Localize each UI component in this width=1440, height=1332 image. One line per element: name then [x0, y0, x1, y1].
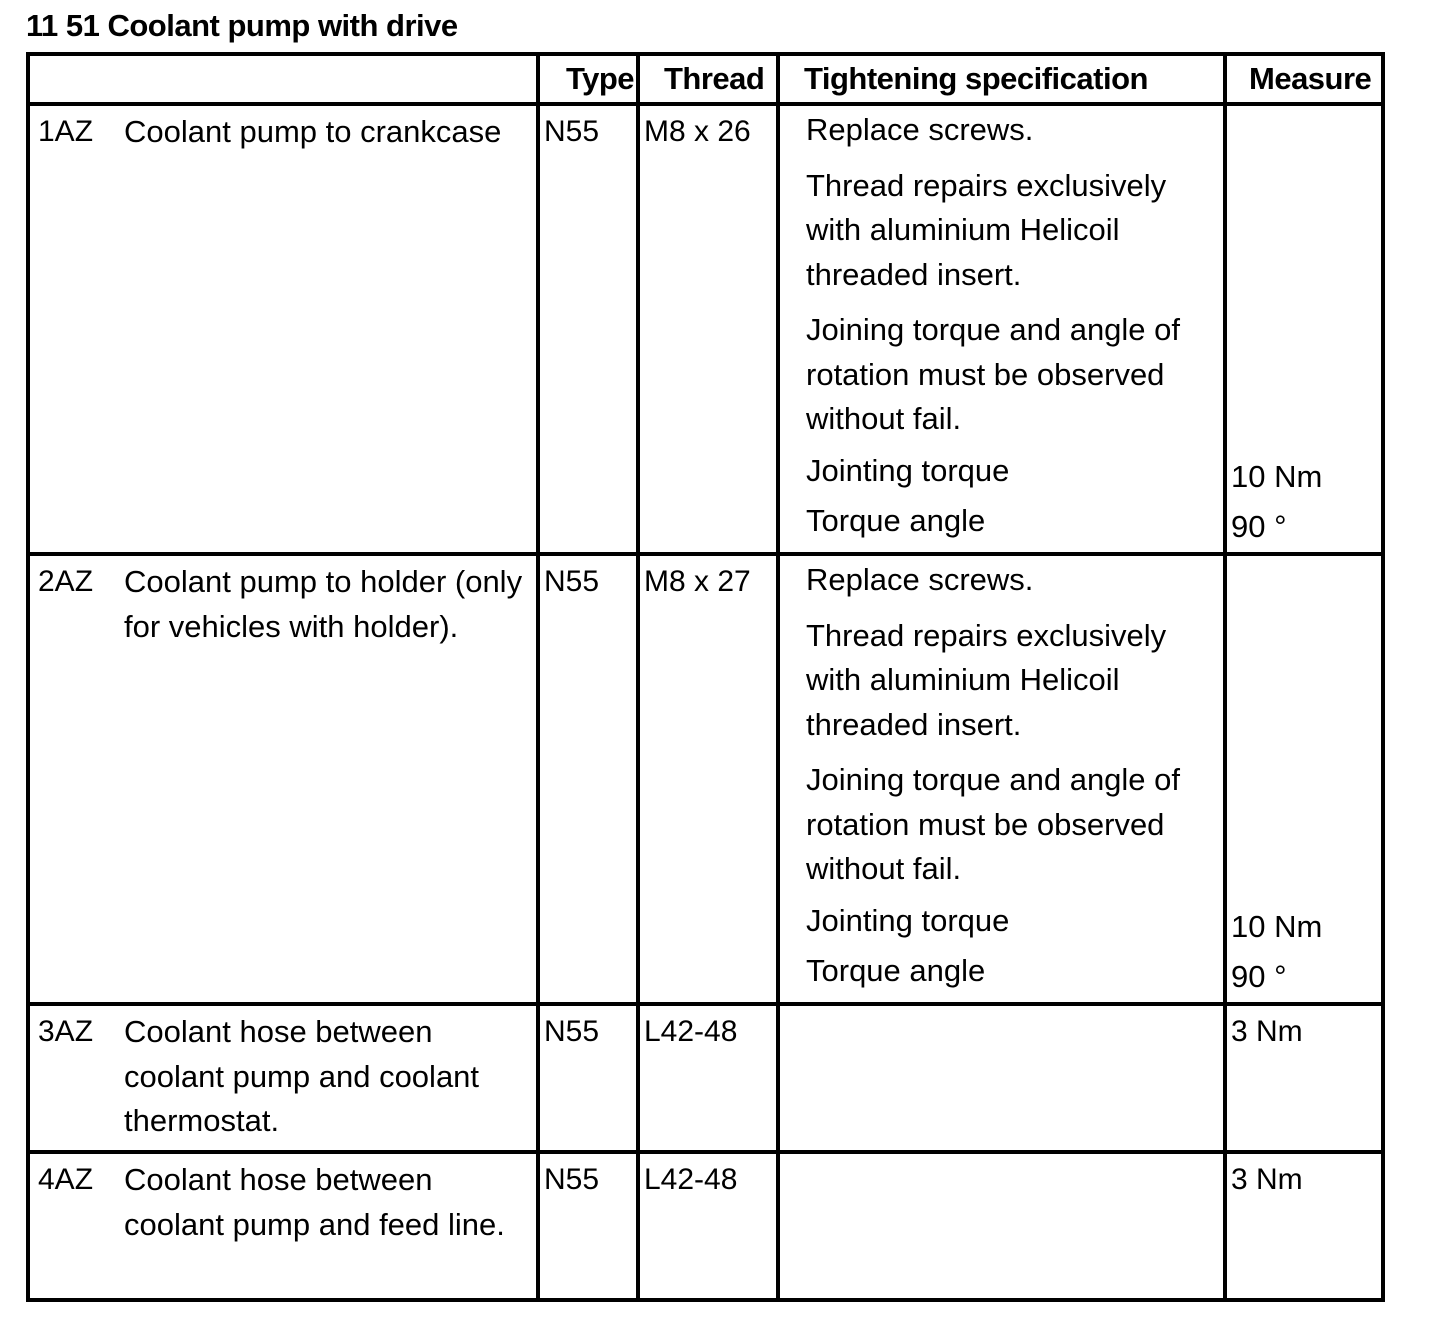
spec-note: Thread repairs exclusively with aluminium Helicoil threaded insert. [806, 167, 1167, 292]
table-header-row [28, 54, 1383, 104]
position-code: 4AZ [38, 1163, 94, 1196]
position-description: Coolant hose between coolant pump and feed line. [124, 1162, 505, 1242]
measure-value: 10 Nm [1231, 459, 1323, 494]
position-cell [28, 1004, 538, 1152]
table-row [28, 1004, 1383, 1152]
thread-cell: L42-48 [638, 1004, 778, 1152]
measure-value: 10 Nm [1231, 909, 1323, 944]
specification-cell [778, 104, 1225, 554]
spec-label: Jointing torque [806, 452, 1010, 488]
measure-cell: 3 Nm [1225, 1004, 1383, 1152]
measure-cell: 3 Nm [1225, 1152, 1383, 1300]
specification-cell [778, 1004, 1225, 1152]
table-row [28, 1152, 1383, 1300]
type-cell: N55 [538, 104, 638, 554]
specification-cell [778, 554, 1225, 1004]
position-code: 1AZ [38, 115, 94, 148]
position-cell [28, 104, 538, 554]
position-cell [28, 554, 538, 1004]
spec-label: Torque angle [806, 952, 986, 988]
spec-note: Joining torque and angle of rotation must be observed without fail. [806, 312, 1181, 436]
position-code: 3AZ [38, 1015, 94, 1048]
specification-cell [778, 1152, 1225, 1300]
tightening-spec-table [26, 52, 1385, 1302]
page-title: 11 51 Coolant pump with drive [26, 8, 458, 43]
spec-label: Torque angle [806, 502, 986, 538]
spec-note: Thread repairs exclusively with aluminium Helicoil threaded insert. [806, 617, 1167, 742]
column-header-type: Type [538, 54, 638, 104]
position-cell [28, 1152, 538, 1300]
measure-cell [1225, 554, 1383, 1004]
type-cell: N55 [538, 554, 638, 1004]
position-description: Coolant hose between coolant pump and coolant thermostat. [124, 1014, 480, 1138]
table-row [28, 104, 1383, 554]
thread-cell: M8 x 26 [638, 104, 778, 554]
column-header-thread: Thread [638, 54, 778, 104]
type-cell: N55 [538, 1152, 638, 1300]
thread-cell: L42-48 [638, 1152, 778, 1300]
position-description: Coolant pump to holder (only for vehicles with holder). [124, 564, 523, 644]
spec-note: Replace screws. [806, 562, 1034, 597]
table-row [28, 554, 1383, 1004]
type-cell: N55 [538, 1004, 638, 1152]
spec-note: Joining torque and angle of rotation must be observed without fail. [806, 762, 1181, 886]
spec-note: Replace screws. [806, 112, 1034, 147]
column-header-position [28, 54, 538, 104]
column-header-measure: Measure [1225, 54, 1383, 104]
position-description: Coolant pump to crankcase [124, 114, 502, 149]
column-header-specification: Tightening specification [778, 54, 1225, 104]
measure-value: 90 ° [1231, 509, 1287, 544]
position-code: 2AZ [38, 565, 94, 598]
thread-cell: M8 x 27 [638, 554, 778, 1004]
measure-cell [1225, 104, 1383, 554]
measure-value: 90 ° [1231, 959, 1287, 994]
spec-label: Jointing torque [806, 902, 1010, 938]
